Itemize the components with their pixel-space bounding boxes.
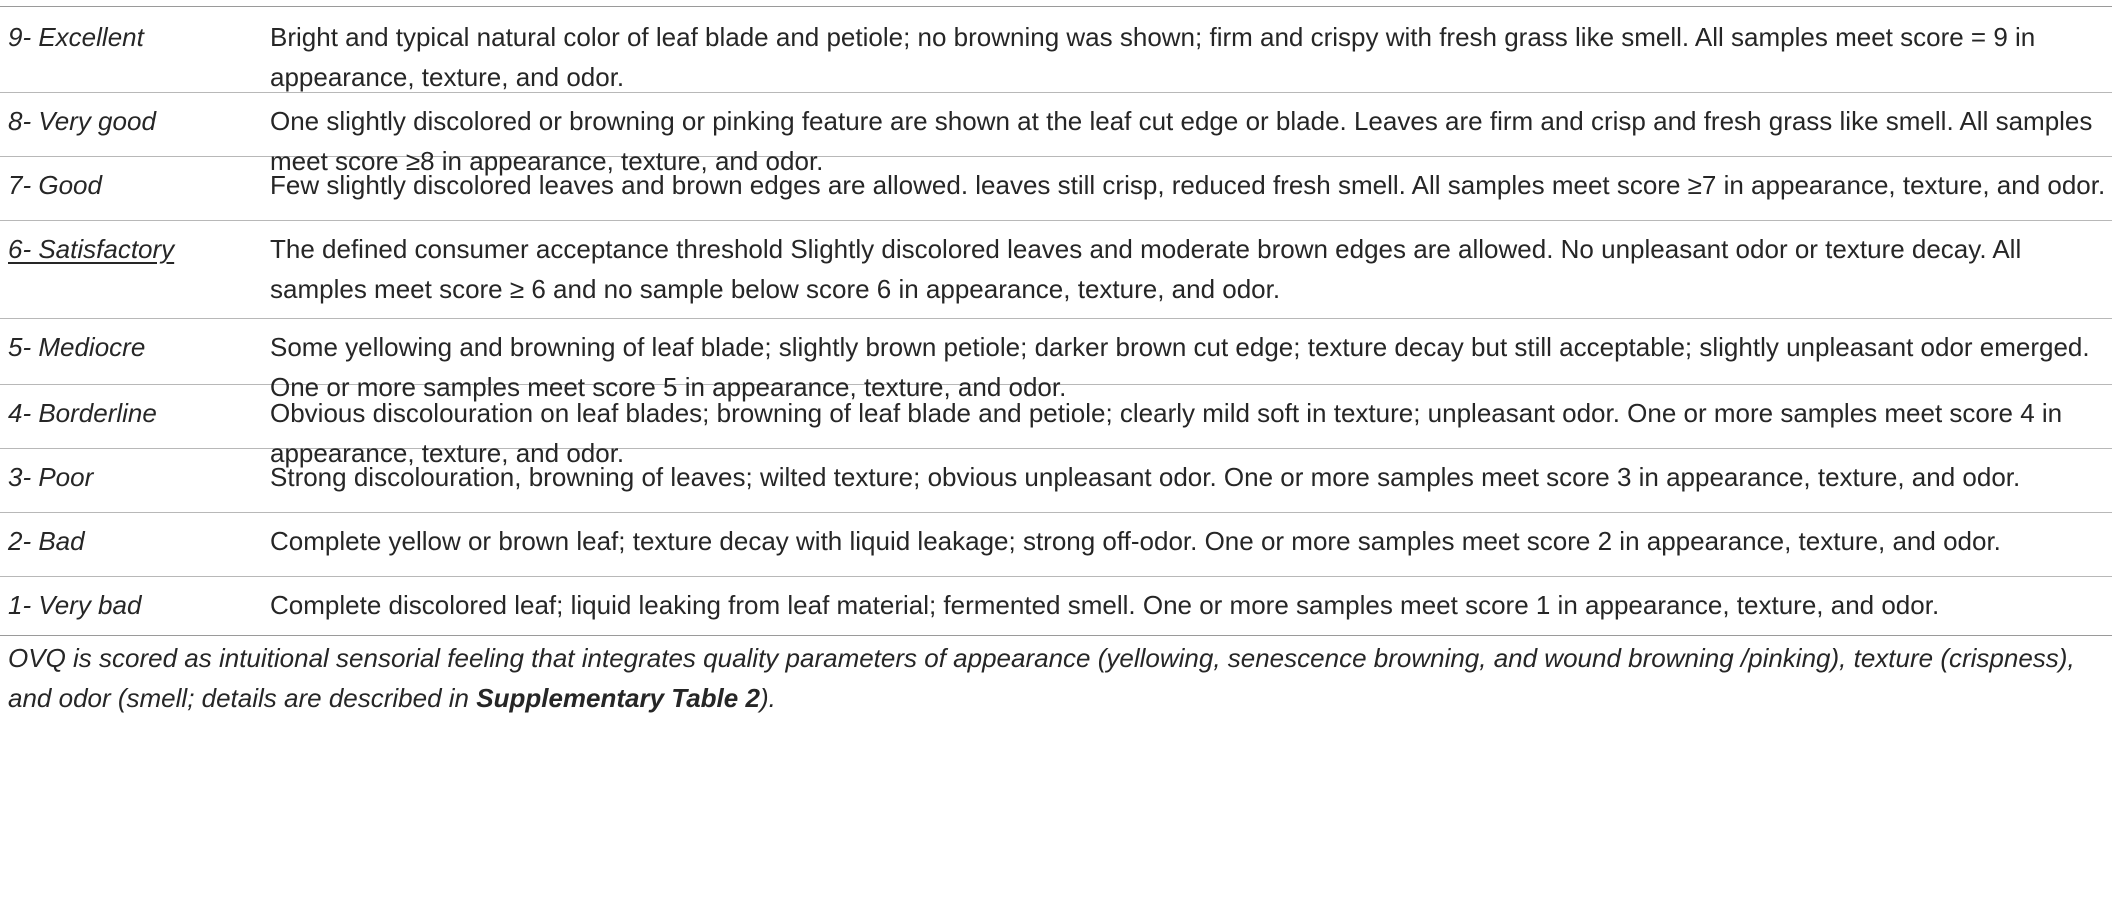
score-description: Complete yellow or brown leaf; texture decay with liquid leakage; strong off-odor. One or more samples meet score 2 in appearance, texture, and odor. xyxy=(270,526,2001,556)
footnote-text: OVQ is scored as intuitional sensorial feeling that integrates quality parameters of appearance (yellowing, senescence browning, and wound browning /pinking), texture (crispness), and odor (smell; details are described in xyxy=(8,643,2075,713)
table-row xyxy=(0,385,2112,468)
table-row xyxy=(0,93,2112,176)
score-label: 4- Borderline xyxy=(8,398,157,428)
score-label: 2- Bad xyxy=(8,526,85,556)
footnote-text-end: ). xyxy=(759,683,776,713)
table-row xyxy=(0,7,2112,93)
table-row xyxy=(0,513,2112,577)
footnote-supplementary-ref[interactable]: Supplementary Table 2 xyxy=(476,683,760,713)
table-body xyxy=(0,7,2112,635)
score-label: 7- Good xyxy=(8,170,102,200)
score-label: 8- Very good xyxy=(8,106,156,136)
score-description: Obvious discolouration on leaf blades; browning of leaf blade and petiole; clearly mild soft in texture; unpleasant odor. One or more samples meet score 4 in appearance, texture, and odor. xyxy=(270,398,2063,468)
table-row xyxy=(0,157,2112,221)
table-row xyxy=(0,319,2112,402)
score-label: 5- Mediocre xyxy=(8,332,146,362)
score-description: One slightly discolored or browning or pinking feature are shown at the leaf cut edge or blade. Leaves are firm and crisp and fresh grass like smell. All samples meet score ≥8 in appearance, texture, and odor. xyxy=(270,106,2093,176)
score-label: 6- Satisfactory xyxy=(8,234,175,264)
table-footnote xyxy=(0,636,2112,718)
score-description: Some yellowing and browning of leaf blade; slightly brown petiole; darker brown cut edge; texture decay but still acceptable; slightly unpleasant odor emerged. One or more samples meet score 5 in appearance, texture, and odor. xyxy=(270,332,2090,402)
score-description: Complete discolored leaf; liquid leaking from leaf material; fermented smell. One or more samples meet score 1 in appearance, texture, and odor. xyxy=(270,590,1940,620)
score-description: The defined consumer acceptance threshold Slightly discolored leaves and moderate brown edges are allowed. No unpleasant odor or texture decay. All samples meet score ≥ 6 and no sample below score 6 in appearance, texture, and odor. xyxy=(270,234,2022,304)
score-label: 9- Excellent xyxy=(8,22,144,52)
table-row xyxy=(0,221,2112,319)
score-description: Strong discolouration, browning of leaves; wilted texture; obvious unpleasant odor. One or more samples meet score 3 in appearance, texture, and odor. xyxy=(270,462,2021,492)
score-label: 1- Very bad xyxy=(8,590,142,620)
score-description: Few slightly discolored leaves and brown edges are allowed. leaves still crisp, reduced fresh smell. All samples meet score ≥7 in appearance, texture, and odor. xyxy=(270,170,2106,200)
table-row xyxy=(0,449,2112,513)
table-row xyxy=(0,577,2112,635)
score-label: 3- Poor xyxy=(8,462,94,492)
score-description: Bright and typical natural color of leaf blade and petiole; no browning was shown; firm and crispy with fresh grass like smell. All samples meet score = 9 in appearance, texture, and odor. xyxy=(270,22,2036,92)
